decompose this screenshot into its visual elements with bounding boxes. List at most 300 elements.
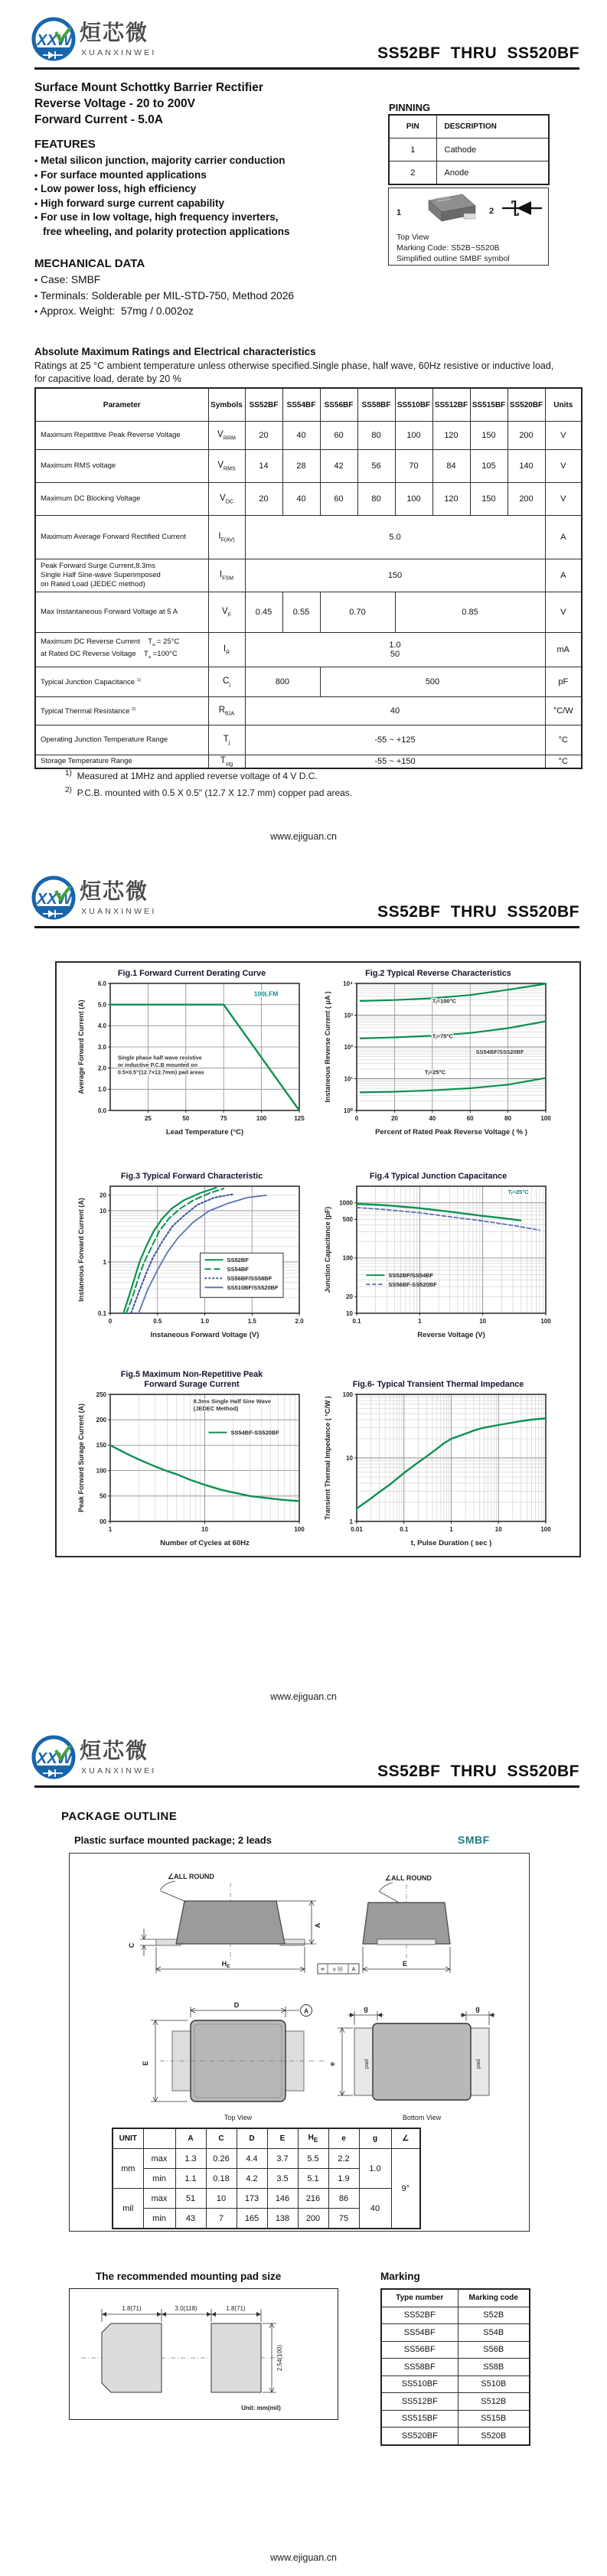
package-subheading: Plastic surface mounted package; 2 leads — [74, 1834, 272, 1846]
table-cell: S512B — [458, 2393, 530, 2411]
svg-text:0.01: 0.01 — [351, 1526, 363, 1533]
table-cell: V — [545, 450, 582, 483]
table-cell: 1.9 — [328, 2169, 359, 2189]
table-cell: max — [143, 2149, 175, 2169]
figure-title: Fig.1 Forward Current Derating Curve — [117, 969, 266, 978]
chart-annotation: Single phase half wave resistive — [117, 1054, 202, 1061]
svg-text:t, Pulse Duration ( sec ): t, Pulse Duration ( sec ) — [410, 1539, 492, 1547]
svg-text:100: 100 — [540, 1115, 551, 1122]
table-cell: Max Instantaneous Forward Voltage at 5 A — [35, 592, 208, 633]
page-header — [0, 874, 607, 929]
table-cell: A — [175, 2128, 206, 2149]
pin-diagram-box — [388, 187, 549, 266]
table-cell: 2.2 — [328, 2149, 359, 2169]
table-cell: 40 — [282, 483, 320, 516]
ratings-table — [34, 387, 583, 769]
table-cell: C — [206, 2128, 237, 2149]
svg-text:100: 100 — [342, 1254, 353, 1262]
chart-fig5 — [75, 1390, 308, 1547]
svg-text:Instaneous Forward Voltage (V): Instaneous Forward Voltage (V) — [150, 1331, 259, 1339]
svg-text:60: 60 — [466, 1115, 474, 1122]
table-row — [381, 2341, 530, 2359]
svg-text:1: 1 — [103, 1258, 106, 1266]
table-cell: Symbols — [208, 388, 245, 422]
list-item: $^{2)}$ P.C.B. mounted with 0.5 X 0.5" (12.7 X 12.7 mm) copper pad areas. — [65, 785, 353, 798]
table-cell: Marking code — [458, 2289, 530, 2307]
table-cell: PIN — [389, 115, 436, 139]
table-cell: SS56BF — [381, 2341, 458, 2359]
table-cell: mil — [113, 2189, 143, 2229]
svg-text:1: 1 — [108, 1526, 113, 1533]
table-cell: ∠ — [391, 2128, 420, 2149]
table-cell: 173 — [237, 2189, 267, 2209]
table-cell: 216 — [298, 2189, 328, 2209]
tolerance-frame-mod: v Ⓜ — [332, 1965, 344, 1973]
pad-dim-vertical: 2.54(100) — [276, 2344, 283, 2372]
dim-E-top-label: E — [142, 2060, 149, 2066]
svg-text:0: 0 — [108, 1318, 113, 1325]
table-cell: SS52BF — [381, 2307, 458, 2324]
table-cell: 150 — [470, 422, 507, 450]
package-outline-drawing — [70, 1854, 529, 2125]
chart-annotation: Tⱼ=25°C — [507, 1188, 529, 1195]
table-cell: S52B — [458, 2307, 530, 2324]
table-cell: Maximum RMS voltage — [35, 450, 208, 483]
pinbox-top-view-label: Top View — [397, 233, 429, 242]
table-cell: DESCRIPTION — [436, 115, 549, 139]
chart-canvas — [321, 1182, 555, 1339]
table-cell: mA — [545, 633, 582, 667]
logo-xxw-text: XXW — [37, 891, 72, 908]
table-cell: $I_R$ — [208, 633, 245, 667]
table-row — [381, 2428, 530, 2445]
table-row — [35, 422, 582, 450]
svg-text:1.5: 1.5 — [247, 1318, 256, 1325]
pad-unit-label: Unit: mm(mil) — [241, 2405, 281, 2411]
table-cell: 56 — [357, 450, 395, 483]
list-item: • Metal silicon junction, majority carrier conduction — [34, 155, 286, 166]
svg-text:0.0: 0.0 — [97, 1107, 106, 1114]
svg-text:10: 10 — [346, 1454, 353, 1462]
figure-6 — [321, 1380, 555, 1547]
chart-fig2 — [321, 979, 555, 1136]
svg-text:0: 0 — [354, 1115, 359, 1122]
table-row — [35, 483, 582, 516]
table-row — [35, 726, 582, 755]
table-cell: 120 — [432, 422, 470, 450]
dim-E-side-label: E — [402, 1960, 408, 1968]
svg-text:100: 100 — [540, 1318, 551, 1325]
table-cell: 120 — [432, 483, 470, 516]
svg-text:0.1: 0.1 — [400, 1526, 409, 1533]
svg-text:10: 10 — [479, 1318, 487, 1325]
logo-english-text: XUANXINWEI — [81, 1766, 157, 1775]
table-cell: A — [545, 516, 582, 559]
table-row — [35, 633, 582, 667]
figure-title: Fig.6- Typical Transient Thermal Impedance — [352, 1380, 524, 1389]
table-cell: UNIT — [113, 2128, 143, 2149]
svg-text:Transient Thermal Impedance (: Transient Thermal Impedance ( °C/W ) — [324, 1396, 331, 1520]
svg-text:100: 100 — [294, 1526, 305, 1533]
list-item: • Approx. Weight: 57mg / 0.002oz — [34, 305, 194, 317]
table-cell: e — [328, 2128, 359, 2149]
svg-text:SS52BF/SS54BF: SS52BF/SS54BF — [388, 1272, 434, 1279]
table-cell: 4.2 — [237, 2169, 267, 2189]
svg-text:1: 1 — [349, 1518, 353, 1525]
table-row — [35, 592, 582, 633]
svg-text:Percent of Rated Peak Reverse: Percent of Rated Peak Reverse Voltage ( % ) — [375, 1128, 527, 1136]
table-cell: max — [143, 2189, 175, 2209]
table-cell: SS520BF — [507, 388, 545, 422]
table-cell: 40 — [245, 697, 545, 726]
table-cell: $V_{RMS}$ — [208, 450, 245, 483]
footer-url: www.ejiguan.cn — [270, 831, 337, 842]
table-row — [381, 2375, 530, 2393]
list-item: • High forward surge current capability — [34, 197, 225, 209]
table-cell: Typical Junction Capacitance $^{1)}$ — [35, 667, 208, 697]
pinning-table — [388, 114, 550, 185]
mounting-pad-drawing — [70, 2289, 335, 2417]
page-1 — [0, 0, 607, 879]
top-view-caption: Top View — [224, 2114, 253, 2121]
table-cell: mm — [113, 2149, 143, 2189]
table-cell: $T_j$ — [208, 726, 245, 755]
ratings-heading: Absolute Maximum Ratings and Electrical characteristics — [34, 346, 316, 357]
svg-text:5.0: 5.0 — [97, 1001, 106, 1009]
table-cell: °C — [545, 726, 582, 755]
table-cell: $V_{DC}$ — [208, 483, 245, 516]
pinning-heading: PINNING — [389, 102, 431, 113]
pad-label: pad — [475, 2059, 481, 2069]
table-cell: 3.5 — [267, 2169, 298, 2189]
table-cell: A — [545, 559, 582, 592]
table-cell: 1.0 50 — [245, 633, 545, 667]
table-cell: 40 — [359, 2189, 391, 2229]
table-cell: 200 — [507, 422, 545, 450]
table-cell: 80 — [357, 483, 395, 516]
table-cell: 100 — [395, 422, 432, 450]
svg-text:20: 20 — [100, 1192, 106, 1199]
logo-english-text: XUANXINWEI — [81, 907, 157, 916]
table-cell: g — [359, 2128, 391, 2149]
svg-text:SS56BF-SS520BF: SS56BF-SS520BF — [388, 1281, 437, 1288]
svg-text:0.1: 0.1 — [352, 1318, 361, 1325]
table-cell: SS512BF — [432, 388, 470, 422]
svg-text:0.5: 0.5 — [153, 1318, 162, 1325]
mounting-pad-heading: The recommended mounting pad size — [96, 2271, 282, 2282]
table-cell: Parameter — [35, 388, 208, 422]
pad-dim-left: 1.8(71) — [122, 2305, 142, 2312]
dimensions-table-wrap — [112, 2128, 421, 2229]
table-cell: SS520BF — [381, 2428, 458, 2445]
table-cell: Type number — [381, 2289, 458, 2307]
figure-title: Fig.2 Typical Reverse Characteristics — [365, 969, 511, 978]
figure-title: Fig.3 Typical Forward Characteristic — [120, 1172, 263, 1181]
table-cell: 5.5 — [298, 2149, 328, 2169]
table-cell: SS510BF — [381, 2375, 458, 2393]
table-cell: 28 — [282, 450, 320, 483]
svg-text:25: 25 — [144, 1115, 152, 1122]
svg-text:20: 20 — [346, 1293, 353, 1301]
table-cell: S520B — [458, 2428, 530, 2445]
table-cell: E — [267, 2128, 298, 2149]
logo-chinese-text: 烜芯微 — [80, 879, 149, 903]
svg-text:3.0: 3.0 — [97, 1043, 106, 1051]
table-cell: 20 — [245, 483, 282, 516]
chart-annotation: 8.3ms Single Half Sine Wave — [193, 1397, 272, 1405]
svg-text:Instaneous Reverse Current ( μ: Instaneous Reverse Current ( μA ) — [324, 991, 331, 1103]
table-row — [113, 2128, 420, 2149]
table-row — [389, 115, 549, 139]
dim-D-label: D — [233, 2001, 240, 2009]
svg-text:100: 100 — [540, 1526, 551, 1533]
package-symbol-drawing — [389, 188, 547, 227]
table-cell: 60 — [320, 483, 357, 516]
ratings-subtitle-line: Ratings at 25 °C ambient temperature unless otherwise specified.Single phase, half wave, 60Hz resistive or inductive load, — [34, 360, 554, 371]
table-cell: SS54BF — [381, 2324, 458, 2342]
all-round-label: ∠ALL ROUND — [385, 1874, 432, 1882]
table-cell: SS58BF — [381, 2359, 458, 2376]
chart-annotation: 100LFM — [253, 990, 279, 998]
pinbox-marking-code: Marking Code: S52B~S520B — [397, 243, 500, 253]
table-cell: $V_F$ — [208, 592, 245, 633]
svg-text:10: 10 — [100, 1207, 106, 1215]
page-2 — [0, 879, 607, 1718]
table-cell: 100 — [395, 483, 432, 516]
svg-text:10³: 10³ — [344, 1012, 353, 1019]
dim-A-label: A — [314, 1922, 321, 1929]
all-round-label: ∠ALL ROUND — [168, 1873, 214, 1880]
table-cell: 0.55 — [282, 592, 320, 633]
logo-english-text: XUANXINWEI — [81, 48, 157, 57]
table-cell: Cathode — [436, 139, 549, 161]
table-cell: SS512BF — [381, 2393, 458, 2411]
svg-text:Junction Capacitance (pF): Junction Capacitance (pF) — [324, 1206, 331, 1293]
pin2-label: 2 — [489, 207, 494, 216]
table-cell: D — [237, 2128, 267, 2149]
table-cell: 200 — [298, 2209, 328, 2229]
page-title: SS52BF THRU SS520BF — [377, 44, 579, 62]
svg-text:SS510BF/SS520BF: SS510BF/SS520BF — [227, 1284, 279, 1292]
list-item: • For use in low voltage, high frequency inverters, — [34, 211, 279, 223]
list-item: • Case: SMBF — [34, 274, 101, 285]
table-cell: Maximum DC Reverse Current $T_a = 25^\circ C$ at Rated DC Reverse Voltage $T_a =100^\circ C$ — [35, 633, 208, 667]
pinbox-outline-label: Simplified outline SMBF symbol — [397, 254, 510, 263]
page-3 — [0, 1718, 607, 2576]
pad-dim-middle: 3.0(118) — [175, 2305, 197, 2312]
table-cell: 165 — [237, 2209, 267, 2229]
table-cell: 4.4 — [237, 2149, 267, 2169]
table-cell: $C_j$ — [208, 667, 245, 697]
table-row — [35, 697, 582, 726]
table-cell: 70 — [395, 450, 432, 483]
page-title: SS52BF THRU SS520BF — [377, 1762, 579, 1780]
pad-label: pad — [363, 2059, 370, 2069]
list-item: • For surface mounted applications — [34, 168, 207, 181]
chart-annotation: Tⱼ=75°C — [432, 1032, 453, 1040]
header-rule — [34, 67, 579, 70]
table-cell: 14 — [245, 450, 282, 483]
logo-chinese-text: 烜芯微 — [80, 1739, 149, 1762]
figure-1 — [75, 969, 308, 1136]
dim-g-label: g — [364, 2005, 368, 2013]
dim-g-label: g — [475, 2005, 480, 2013]
chart-canvas — [75, 979, 308, 1136]
table-cell: 138 — [267, 2209, 298, 2229]
chart-fig4 — [321, 1182, 555, 1339]
table-row — [35, 559, 582, 592]
table-row — [35, 667, 582, 697]
table-cell: SS56BF — [320, 388, 357, 422]
table-cell: °C/W — [545, 697, 582, 726]
table-cell: °C — [545, 755, 582, 769]
table-cell: S56B — [458, 2341, 530, 2359]
table-cell: 0.26 — [206, 2149, 237, 2169]
table-cell: 42 — [320, 450, 357, 483]
footer-url: www.ejiguan.cn — [270, 1691, 337, 1702]
table-cell: 40 — [282, 422, 320, 450]
table-row — [389, 161, 549, 185]
svg-text:10: 10 — [494, 1526, 502, 1533]
svg-text:10²: 10² — [344, 1043, 353, 1051]
table-cell: V — [545, 592, 582, 633]
header-rule — [34, 926, 579, 928]
summary-line: Reverse Voltage - 20 to 200V — [34, 97, 195, 110]
marking-table — [380, 2288, 530, 2446]
chart-annotation: or inductive P.C.B mounted on — [117, 1061, 197, 1069]
summary-line: Forward Current - 5.0A — [34, 113, 163, 126]
dim-e-label: e — [328, 2062, 336, 2066]
table-cell: SS515BF — [381, 2410, 458, 2428]
table-cell: 1.3 — [175, 2149, 206, 2169]
table-cell: S54B — [458, 2324, 530, 2342]
marking-heading: Marking — [380, 2271, 420, 2282]
svg-text:500: 500 — [342, 1216, 353, 1224]
table-cell: 105 — [470, 450, 507, 483]
table-cell: 60 — [320, 422, 357, 450]
svg-text:150: 150 — [96, 1442, 106, 1449]
pinning-table-wrap — [388, 114, 550, 185]
ratings-table-wrap — [34, 387, 583, 769]
svg-text:250: 250 — [96, 1391, 106, 1398]
table-cell: S515B — [458, 2410, 530, 2428]
table-cell: 9° — [391, 2149, 420, 2229]
table-cell: 7 — [206, 2209, 237, 2229]
table-cell: SS52BF — [245, 388, 282, 422]
chart-fig1 — [75, 979, 308, 1136]
package-outline-box — [69, 1853, 530, 2232]
table-cell: V — [545, 483, 582, 516]
table-cell: 800 — [245, 667, 320, 697]
dims-table — [112, 2128, 421, 2229]
svg-text:1: 1 — [418, 1318, 422, 1325]
table-cell: pF — [545, 667, 582, 697]
summary-line: Surface Mount Schottky Barrier Rectifier — [34, 81, 263, 94]
svg-text:100: 100 — [96, 1467, 106, 1475]
chart-canvas — [321, 979, 555, 1136]
tolerance-frame-datum: A — [351, 1965, 356, 1973]
table-cell: Typical Thermal Resistance $^{2)}$ — [35, 697, 208, 726]
brand-logo — [31, 15, 283, 66]
table-row — [389, 139, 549, 161]
table-cell: Anode — [436, 161, 549, 185]
table-cell: S58B — [458, 2359, 530, 2376]
table-row — [35, 388, 582, 422]
svg-text:50: 50 — [182, 1115, 190, 1122]
mechanical-data-list — [34, 272, 294, 320]
table-cell: 80 — [357, 422, 395, 450]
table-cell: 1 — [389, 139, 436, 161]
dim-C-label: C — [128, 1942, 135, 1948]
list-item: • Terminals: Solderable per MIL-STD-750, Method 2026 — [34, 289, 295, 302]
table-cell: Storage Temperature Range — [35, 755, 208, 769]
marking-table-wrap — [380, 2288, 530, 2446]
table-row — [113, 2189, 420, 2209]
table-cell: 84 — [432, 450, 470, 483]
svg-text:SS54BF: SS54BF — [227, 1266, 249, 1273]
logo-xxw-text: XXW — [37, 32, 72, 49]
svg-text:SS54BF-SS520BF: SS54BF-SS520BF — [230, 1429, 279, 1436]
mechanical-data-heading: MECHANICAL DATA — [34, 257, 145, 270]
svg-text:Lead Temperature (°C): Lead Temperature (°C) — [165, 1128, 244, 1136]
table-row — [35, 450, 582, 483]
svg-text:20: 20 — [390, 1115, 398, 1122]
table-cell: SS58BF — [357, 388, 395, 422]
page-title: SS52BF THRU SS520BF — [377, 903, 579, 921]
svg-text:4.0: 4.0 — [97, 1022, 106, 1030]
table-cell: 2 — [389, 161, 436, 185]
table-cell: Maximum DC Blocking Voltage — [35, 483, 208, 516]
pad-dim-right: 1.8(71) — [226, 2305, 246, 2312]
logo-chinese-text: 烜芯微 — [80, 21, 149, 44]
features-heading: FEATURES — [34, 138, 96, 151]
table-cell: S510B — [458, 2375, 530, 2393]
table-cell: 10 — [206, 2189, 237, 2209]
chart-annotation: 0.5×0.5"(12.7×12.7mm) pad areas — [117, 1068, 204, 1076]
chart-annotation: (JEDEC Method) — [193, 1405, 239, 1413]
list-item: free wheeling, and polarity protection applications — [43, 225, 290, 237]
chart-canvas — [321, 1390, 555, 1547]
chart-annotation: SS54BF/SS520BF — [475, 1048, 524, 1056]
table-cell: 200 — [507, 483, 545, 516]
tolerance-frame-symbol: ≑ — [320, 1965, 325, 1973]
table-cell: 0.70 — [320, 592, 395, 633]
table-cell: Peak Forward Surge Current,8.3ms Single Half Sine-wave Superimposed on Rated Load (JEDEC method) — [35, 559, 208, 592]
svg-text:Reverse Voltage (V): Reverse Voltage (V) — [417, 1331, 485, 1339]
table-cell: 1.1 — [175, 2169, 206, 2189]
table-cell: -55 ~ +125 — [245, 726, 545, 755]
chart-fig3 — [75, 1182, 308, 1339]
figure-title: Fig.4 Typical Junction Capacitance — [369, 1172, 507, 1181]
svg-text:SS56BF/SS58BF: SS56BF/SS58BF — [227, 1275, 272, 1283]
svg-text:40: 40 — [429, 1115, 436, 1122]
figure-5 — [75, 1370, 308, 1547]
figure-3 — [75, 1172, 308, 1339]
svg-text:100: 100 — [342, 1391, 353, 1398]
svg-text:0.1: 0.1 — [97, 1309, 106, 1317]
table-cell: 20 — [245, 422, 282, 450]
logo-xxw-text: XXW — [37, 1750, 72, 1767]
header-rule — [34, 1785, 579, 1788]
svg-text:80: 80 — [504, 1115, 512, 1122]
svg-text:1: 1 — [449, 1526, 453, 1533]
svg-text:10: 10 — [346, 1309, 353, 1317]
table-cell: V — [545, 422, 582, 450]
table-cell: 75 — [328, 2209, 359, 2229]
table-cell: $H_E$ — [298, 2128, 328, 2149]
table-cell: $I_{FSM}$ — [208, 559, 245, 592]
table-row — [381, 2359, 530, 2376]
